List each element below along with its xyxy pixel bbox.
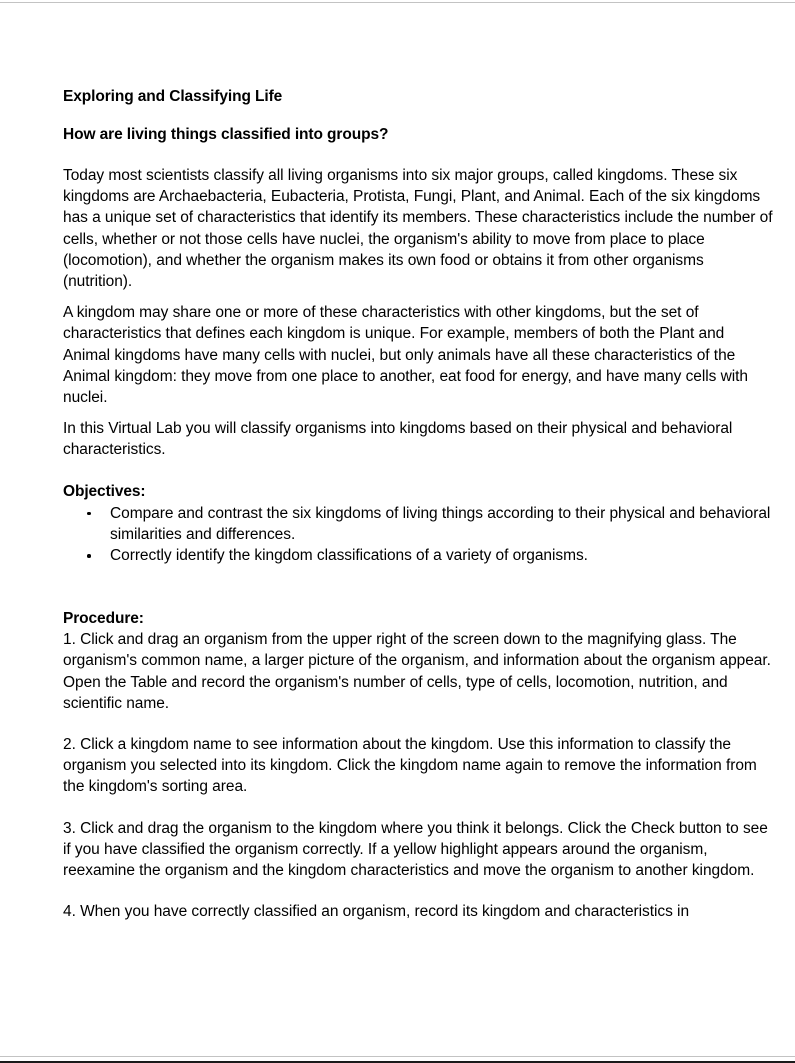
procedure-section [63,608,773,922]
procedure-step-2: 2. Click a kingdom name to see information about the kingdom. Use this information to classify the organism you selected into its kingdom. Click the kingdom name again to remove the information from the kingdom's sorting area. [63,736,757,796]
intro-paragraph-2: A kingdom may share one or more of these characteristics with other kingdoms, but the set of characteristics that defines each kingdom is unique. For example, members of both the Plant and Animal kingdoms have many cells with nuclei, but only animals have all these characteristics of the Animal kingdom: they move from one place to another, eat food for energy, and have many cells with nuclei. [63,304,748,407]
page-top-rule [0,2,795,3]
page-title: Exploring and Classifying Life [63,88,283,105]
procedure-step-4: 4. When you have correctly classified an organism, record its kingdom and characteristics in [63,903,690,921]
list-item: Correctly identify the kingdom classifications of a variety of organisms. [63,545,773,566]
procedure-step-1: 1. Click and drag an organism from the upper right of the screen down to the magnifying glass. The organism's common name, a larger picture of the organism, and information about the organism appear. Open the Table and record the organism's number of cells, type of cells, locomotion, nutrition, and scientific name. [63,631,771,712]
intro-paragraph-3: In this Virtual Lab you will classify organisms into kingdoms based on their physical and behavioral characteristics. [63,420,733,459]
objectives-heading: Objectives: [63,482,146,500]
procedure-step-3: 3. Click and drag the organism to the kingdom where you think it belongs. Click the Check button to see if you have classified the organism correctly. If a yellow highlight appears around the organism, reexamine the organism and the kingdom characteristics and move the organism to another kingdom. [63,819,768,880]
objectives-section [63,481,773,567]
objectives-list [63,503,773,567]
page-bottom-rule [0,1056,795,1057]
list-item: Compare and contrast the six kingdoms of living things according to their physical and behavioral similarities and differences. [63,503,773,545]
document-content [63,86,773,932]
procedure-heading: Procedure: [63,610,144,628]
intro-paragraph-1: Today most scientists classify all living organisms into six major groups, called kingdoms. These six kingdoms are Archaebacteria, Eubacteria, Protista, Fungi, Plant, and Animal. Each of the six kingdoms has a unique set of characteristics that identify its members. These characteristics include the number of cells, whether or not those cells have nuclei, the organism's ability to move from place to place (locomotion), and whether the organism makes its own food or obtains it from other organisms (nutrition). [63,167,773,291]
lesson-question-heading: How are living things classified into groups? [63,126,389,143]
